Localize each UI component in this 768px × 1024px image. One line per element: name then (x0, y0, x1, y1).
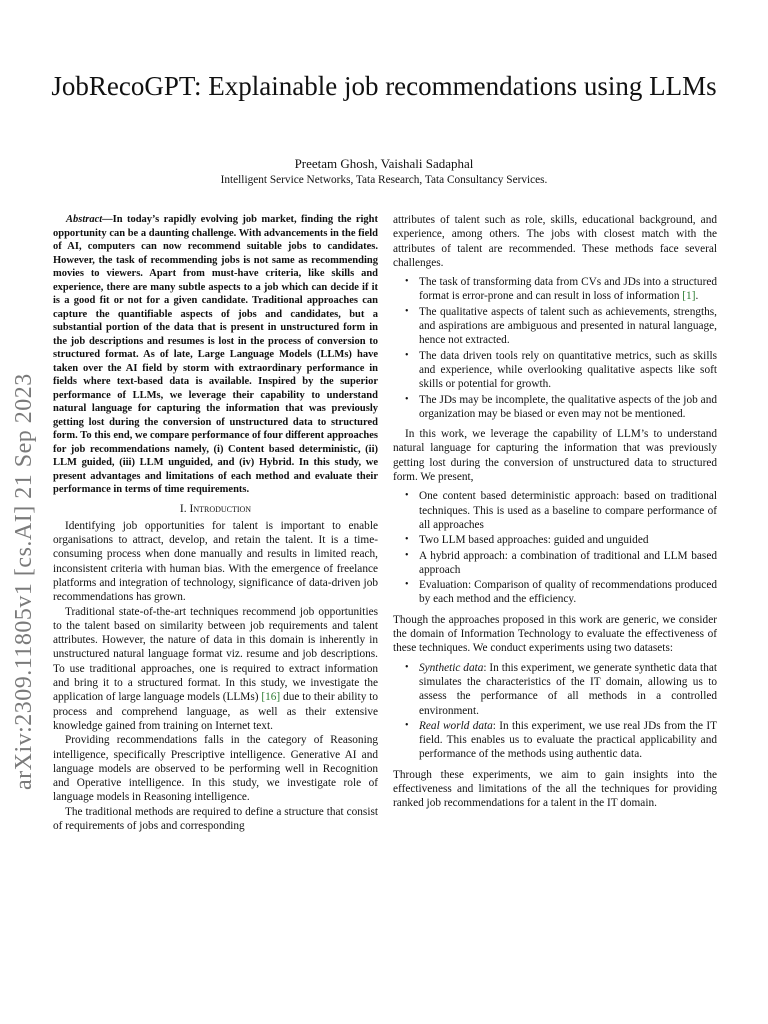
list-item (405, 349, 717, 392)
list-item-text-end: . (695, 290, 699, 303)
bullet-icon: • (405, 719, 409, 731)
list-item (405, 489, 717, 532)
list-item-text: The data driven tools rely on quantitative metrics, such as skills and experience, while overlooking qualitative aspects like soft skills or potential for growth. (419, 349, 717, 391)
bullet-icon: • (405, 349, 409, 361)
list-item (405, 275, 717, 304)
intro-paragraph-2-text: Traditional state-of-the-art techniques recommend job opportunities to the talent based on similarity between job requirements and talent attributes. However, the nature of data in this domain is inherently in unstructured natural language format viz. resume and job descriptions. To use traditional approaches, one is required to extract information and bring it to a structured format. In this study, we investigate the application of large language models (LLMs) (53, 605, 378, 704)
bullet-icon: • (405, 490, 409, 502)
right-column (393, 213, 717, 811)
intro-paragraph-4: The traditional methods are required to define a structure that consist of requirements of jobs and corresponding (53, 805, 378, 833)
list-item-text: : In this experiment, we use real JDs from the IT field. This enables us to evaluate the practical applicability and performance of the methods using authentic data. (419, 719, 717, 761)
list-item (405, 393, 717, 422)
intro-paragraph-1: Identifying job opportunities for talent is important to enable organisations to attract, develop, and retain the talent. It is a time-consuming process when done manually and results in limited reach, inconsistent criteria with human bias. With the emergence of freelance platforms and integration of technology, significance of data-driven job recommendations has grown. (53, 519, 378, 604)
paper-authors: Preetam Ghosh, Vaishali Sadaphal (294, 156, 474, 171)
paper-title: JobRecoGPT: Explainable job recommendations using LLMs (51, 71, 717, 101)
list-item-text: One content based deterministic approach: based on traditional techniques. This is used as a baseline to compare performance of all approaches (419, 490, 717, 531)
intro-paragraph-2 (53, 605, 378, 734)
left-column (53, 213, 378, 833)
bullet-icon: • (405, 393, 409, 405)
bullet-icon: • (405, 305, 409, 317)
list-item-text: The JDs may be incomplete, the qualitative aspects of the job and organization may be biased or even may not be mentioned. (419, 393, 717, 420)
paper-affiliation: Intelligent Service Networks, Tata Research, Tata Consultancy Services. (220, 174, 548, 186)
list-item-text: : In this experiment, we generate synthetic data that simulates the characteristics of the IT domain, allowing us to assess the performance of all methods in a controlled environment. (419, 661, 718, 717)
citation-link[interactable]: [16] (261, 691, 281, 704)
list-item-text: Two LLM based approaches: guided and unguided (419, 534, 649, 547)
list-item-text: A hybrid approach: a combination of traditional and LLM based approach (419, 549, 717, 576)
list-item (405, 305, 717, 348)
dataset-label: Synthetic data (419, 661, 484, 674)
intro-paragraph-2-text-end: due to their ability to process and comprehend language, as well as their extensive knowledge gained from training on Internet text. (53, 691, 379, 732)
arxiv-identifier: arXiv:2309.11805v1 [cs.AI] 21 Sep 2023 (11, 373, 37, 790)
right-paragraph-2: In this work, we leverage the capability of LLM’s to understand natural language for capturing the information that was previously getting lost during the conversion of unstructured data to structured form. We present, (393, 428, 717, 484)
list-item (405, 533, 717, 547)
list-item-text: The task of transforming data from CVs and JDs into a structured format is error-prone and can result in loss of information (419, 276, 717, 303)
bullet-icon: • (405, 534, 409, 546)
right-paragraph-1: attributes of talent such as role, skills, educational background, and experience, among others. The jobs with closest match with the attributes of talent are recommended. These methods face several challenges. (393, 214, 717, 269)
bullet-icon: • (405, 276, 409, 288)
intro-paragraph-3: Providing recommendations falls in the category of Reasoning intelligence, specifically Prescriptive intelligence. Generative AI and language models are observed to be performing well in Recognition and Operative intelligence. In this study, we investigate role of language models in Reasoning intelligence. (53, 734, 378, 804)
abstract (53, 213, 378, 497)
contributions-list (393, 489, 717, 606)
list-item (405, 661, 718, 718)
right-paragraph-4: Through these experiments, we aim to gain insights into the effectiveness and limitations of the all the techniques for providing ranked job recommendations for a talent in the IT domain. (393, 768, 717, 810)
list-item (405, 549, 717, 578)
section-heading-introduction: I. Introduction (179, 502, 252, 515)
dataset-label: Real world data (419, 719, 493, 732)
citation-link[interactable]: [1] (682, 290, 696, 303)
list-item-text: Evaluation: Comparison of quality of recommendations produced by each method and the efficiency. (419, 579, 717, 606)
challenges-list (393, 275, 717, 421)
bullet-icon: • (405, 549, 409, 561)
list-item (405, 719, 717, 762)
abstract-label: Abstract (66, 214, 103, 225)
list-item-text: The qualitative aspects of talent such as achievements, strengths, and aspirations are ambiguous and presented in natural language, hence not extracted. (419, 305, 717, 347)
abstract-text: —In today’s rapidly evolving job market, finding the right opportunity can be a daunting challenge. With advancements in the field of AI, computers can now recommend suitable jobs to candidates. However, the task of recommending jobs is not same as recommending movies to viewers. Apart from must-have criteria, like skills and experience, there are many subtle aspects to a job which can decide if it is a good fit or not for a given candidate. Traditional approaches can capture the quantifiable aspects of jobs and candidates, but a substantial portion of the data that is present in unstructured form in the job descriptions and resumes is lost in the process of conversion to structured format. As of late, Large Language Models (LLMs) have taken over the AI field by storm with extraordinary performance in fields where text-based data is available. Inspired by the superior performance of LLMs, we leverage their capability to understand natural language for capturing the information that was previously getting lost during the conversion of unstructured data to structured form. To this end, we compare performance of four different approaches for job recommendations namely, (i) Content based deterministic, (ii) LLM guided, (iii) LLM unguided, and (iv) Hybrid. In this study, we present advantages and limitations of each method and evaluate their performance in terms of time requirements. (53, 214, 378, 495)
datasets-list (393, 661, 717, 762)
bullet-icon: • (405, 661, 409, 673)
bullet-icon: • (405, 579, 409, 591)
list-item (405, 578, 717, 607)
right-paragraph-3: Though the approaches proposed in this work are generic, we consider the domain of Information Technology to evaluate the effectiveness of these techniques. We conduct experiments using two datasets: (393, 613, 717, 655)
